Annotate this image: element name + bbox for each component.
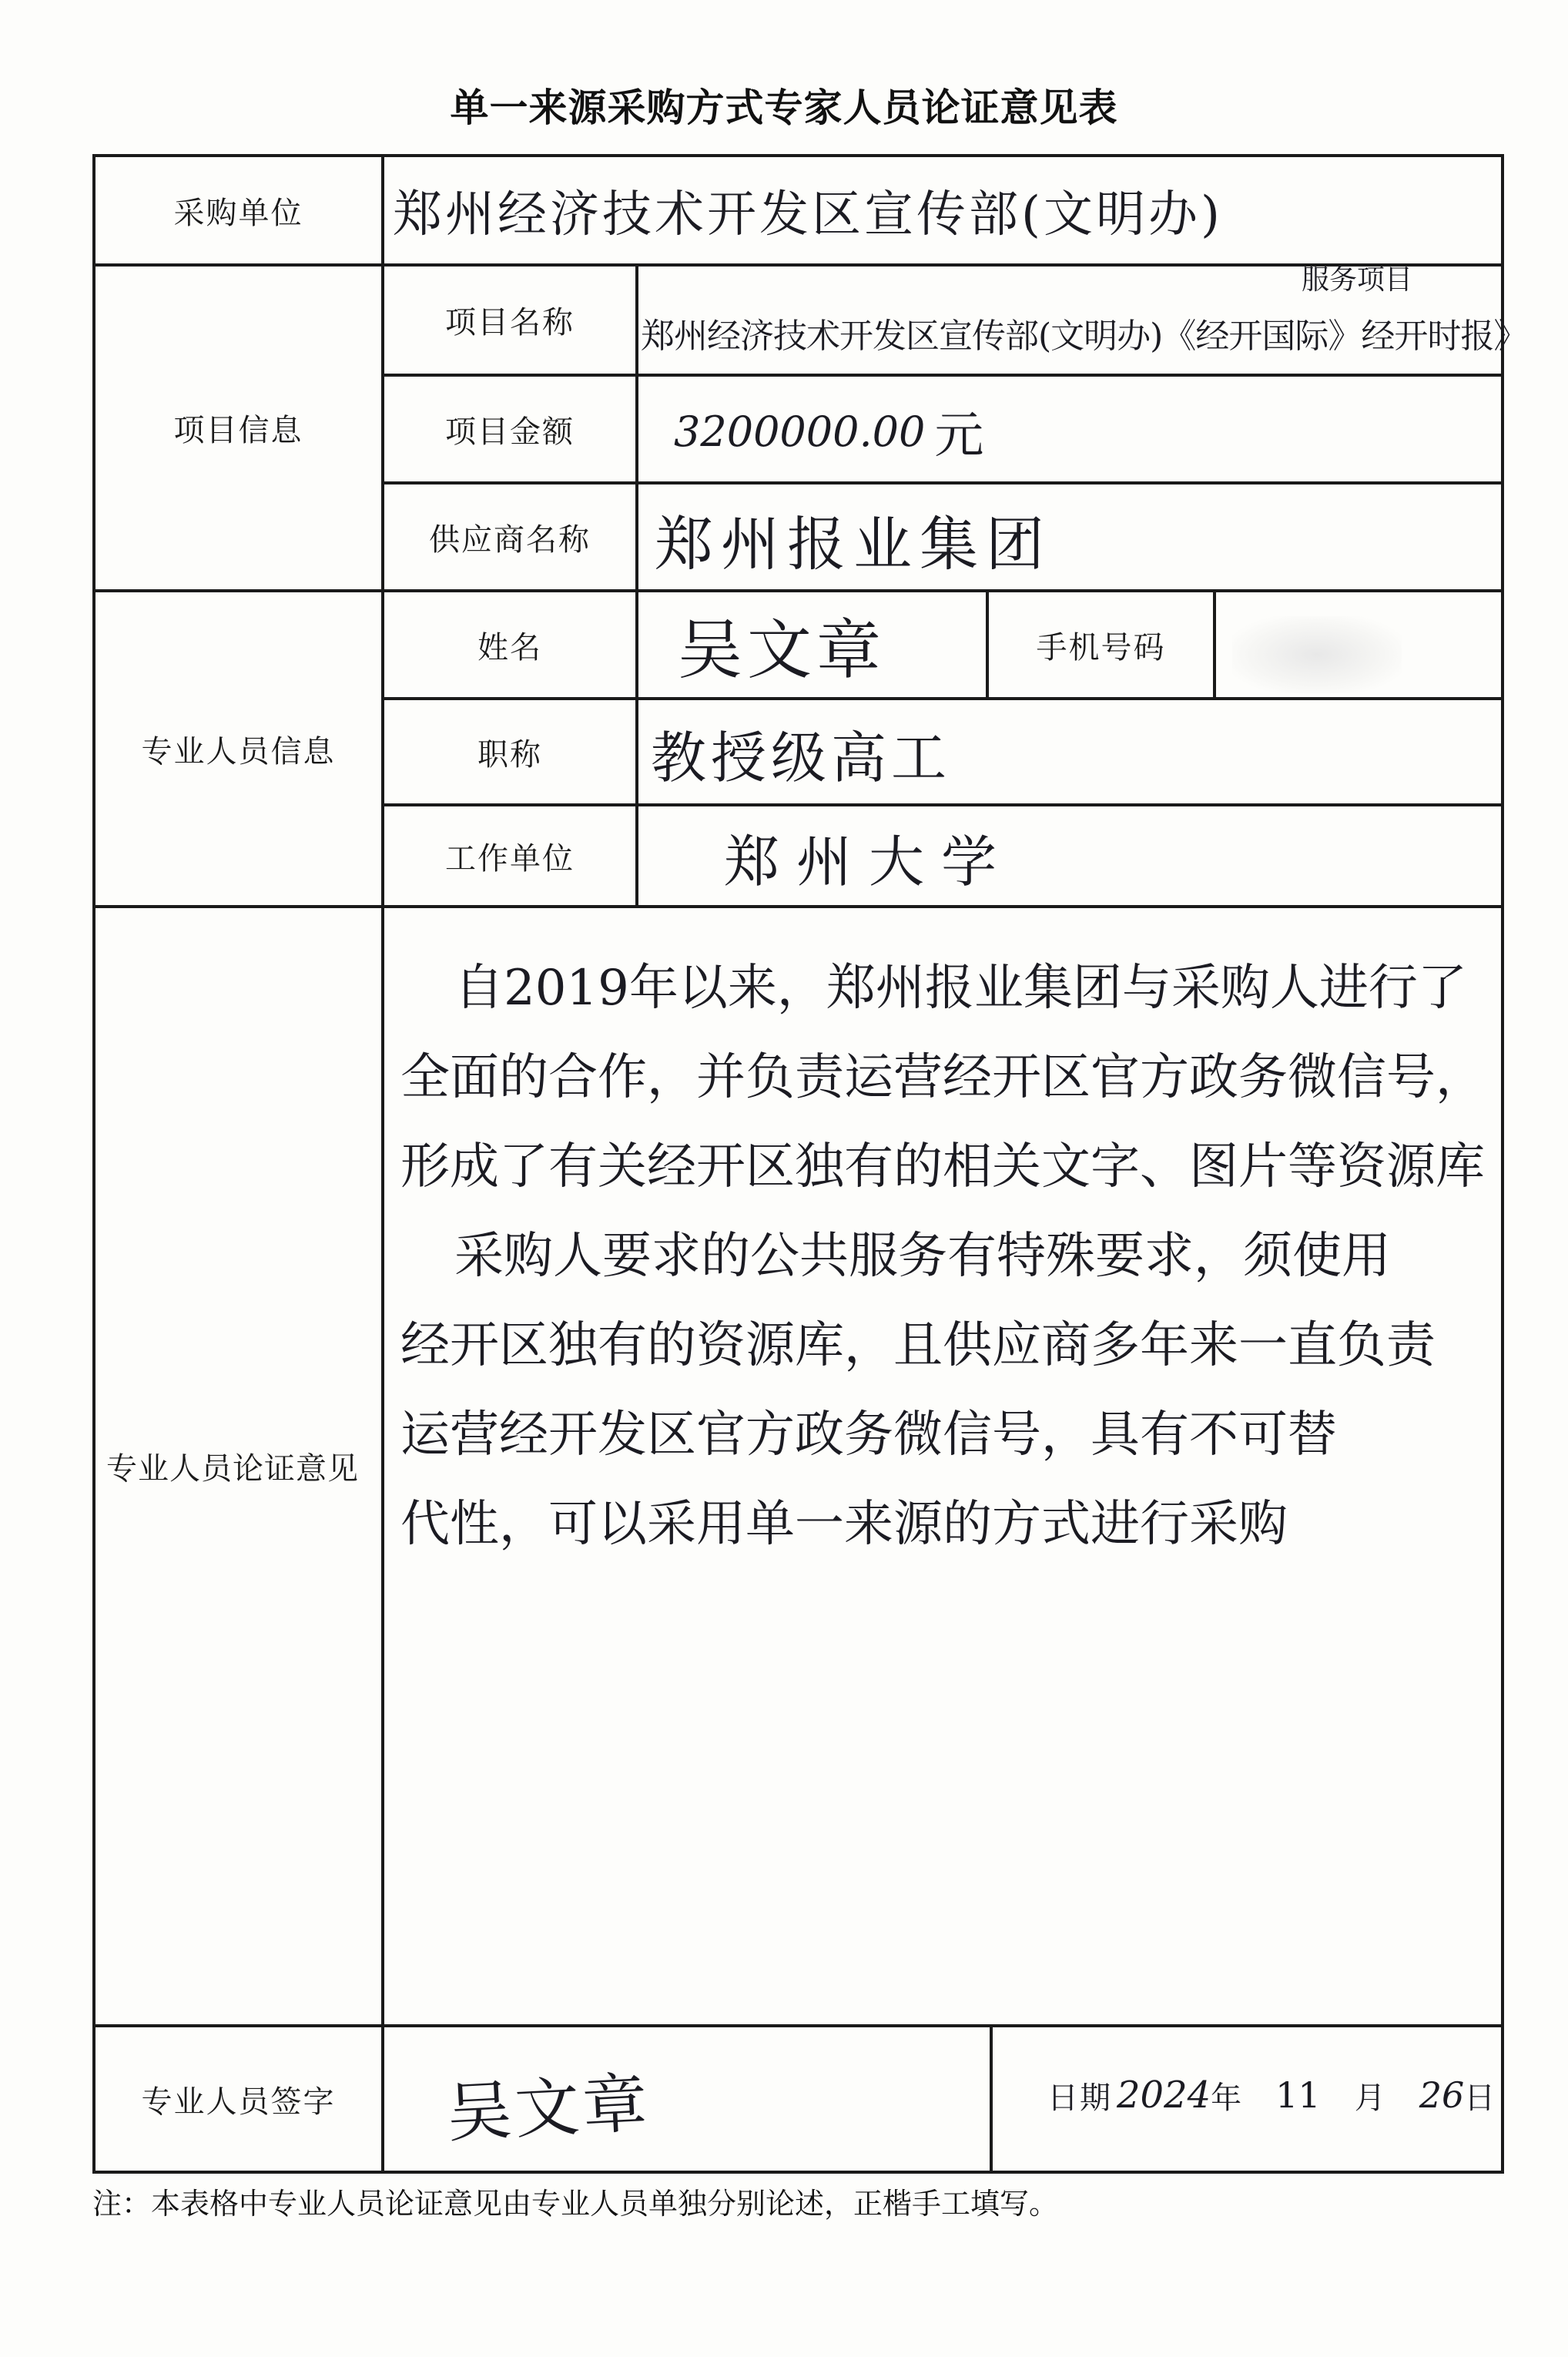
- opinion-line: 采购人要求的公共服务有特殊要求，须使用: [454, 1228, 1391, 1285]
- project-amount-value: [674, 389, 983, 474]
- workplace-value: 郑州大学: [724, 829, 1014, 894]
- date-label: 日期: [1047, 2080, 1112, 2116]
- phone-label-divider-right: [1213, 589, 1216, 699]
- expert-info-label: 专业人员信息: [141, 733, 336, 769]
- opinion-line: 经开区独有的资源库，且供应商多年来一直负责: [400, 1317, 1436, 1374]
- name-label: 姓名: [477, 629, 542, 666]
- phone-label: 手机号码: [1036, 629, 1166, 666]
- project-info-label: 项目信息: [173, 413, 303, 448]
- amount-unit: 元: [934, 407, 984, 464]
- date-month: 11: [1275, 2074, 1321, 2116]
- purchaser-label: 采购单位: [173, 195, 303, 231]
- project-name-label: 项目名称: [445, 305, 575, 340]
- signature-label: 专业人员签字: [141, 2084, 336, 2120]
- project-name-value: 郑州经济技术开发区宣传部(文明办)《经开国际》经开时报》: [641, 317, 1527, 356]
- opinion-line: 自2019年以来，郑州报业集团与采购人进行了: [454, 960, 1467, 1017]
- date-field: [1047, 2053, 1495, 2137]
- redacted-phone: [1232, 616, 1402, 693]
- amount-number: 3200000.00: [674, 407, 926, 456]
- opinion-line: 运营经开发区官方政务微信号，具有不可替: [400, 1406, 1337, 1463]
- date-day: 26: [1419, 2074, 1465, 2116]
- title-value: 教授级高工: [651, 725, 952, 790]
- date-year: 2024: [1117, 2074, 1211, 2117]
- opinion-line: 全面的合作，并负责运营经开区官方政务微信号，: [400, 1049, 1485, 1106]
- sublabel-column-divider: [635, 263, 638, 907]
- date-cell-divider: [990, 2024, 993, 2172]
- footnote: 注：本表格中专业人员论证意见由专业人员单独分别论述，正楷手工填写。: [92, 2187, 1059, 2221]
- name-value: 吴文章: [678, 612, 886, 688]
- date-month-unit: 月: [1354, 2080, 1385, 2116]
- workplace-label: 工作单位: [445, 840, 575, 877]
- date-year-unit: 年: [1211, 2080, 1242, 2116]
- form-title: 单一来源采购方式专家人员论证意见表: [450, 85, 1118, 130]
- title-label: 职称: [477, 736, 542, 773]
- opinion-line: 代性，可以采用单一来源的方式进行采购: [400, 1496, 1288, 1553]
- project-amount-label: 项目金额: [445, 414, 575, 450]
- project-name-insert: 服务项目: [1302, 263, 1413, 296]
- date-day-unit: 日: [1464, 2080, 1496, 2116]
- opinion-label: 专业人员论证意见: [106, 1451, 359, 1487]
- signature-value: 吴文章: [444, 2064, 652, 2151]
- supplier-label: 供应商名称: [429, 521, 591, 558]
- opinion-line: 形成了有关经开区独有的相关文字、图片等资源库: [400, 1138, 1485, 1195]
- table-border-bottom: [92, 2171, 1504, 2174]
- purchaser-value: 郑州经济技术开发区宣传部(文明办): [393, 186, 1223, 243]
- supplier-value: 郑州报业集团: [655, 509, 1052, 578]
- opinion-text: [400, 944, 1509, 1569]
